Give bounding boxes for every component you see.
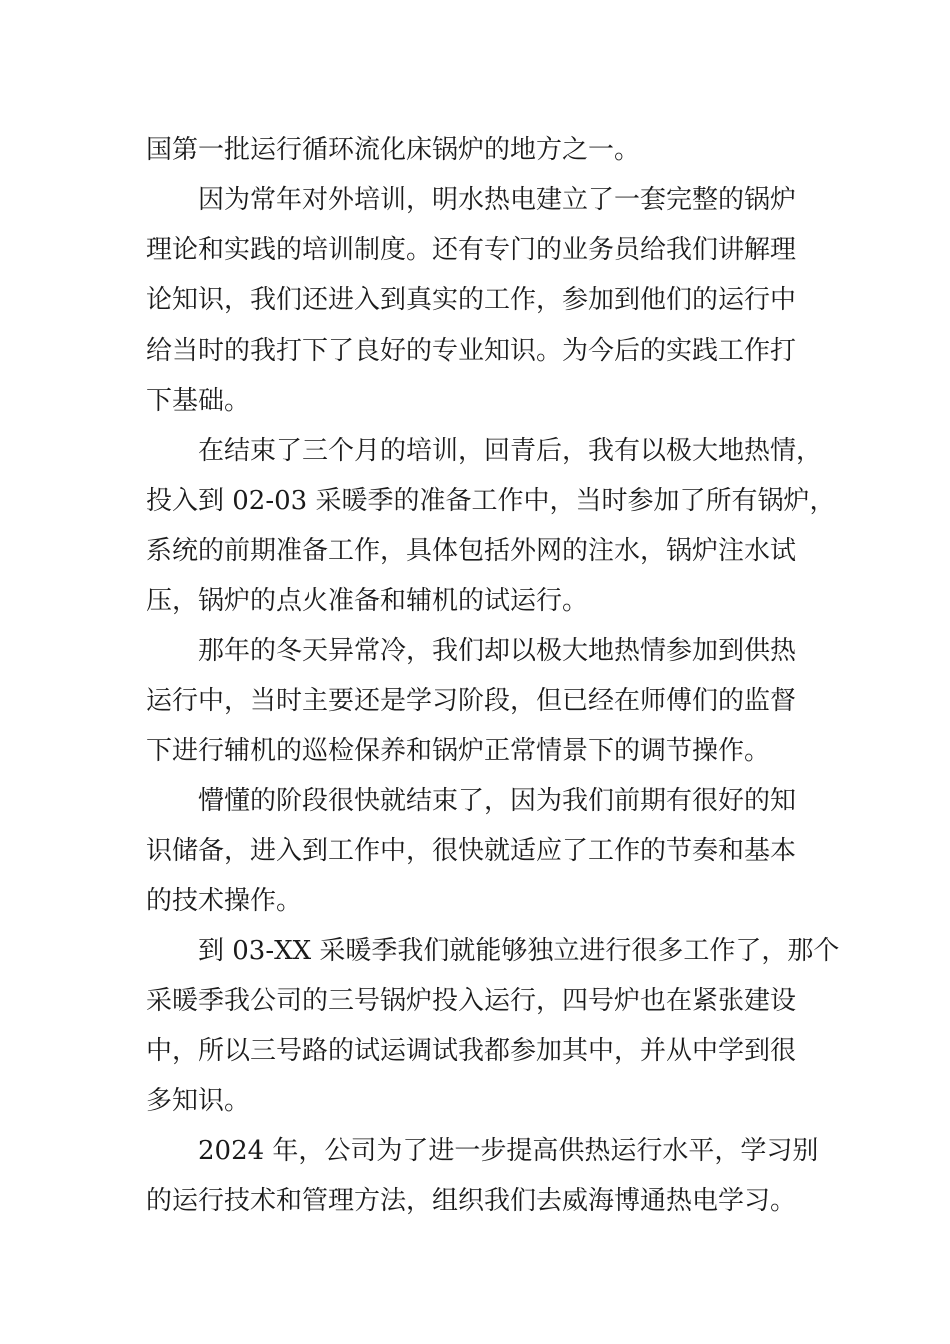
text-line: 识储备，进入到工作中，很快就适应了工作的节奏和基本 — [146, 836, 797, 866]
text-line: 压，锅炉的点火准备和辅机的试运行。 — [146, 586, 589, 616]
text-line: 系统的前期准备工作，具体包括外网的注水，锅炉注水试 — [146, 536, 797, 566]
text-line: 下基础。 — [146, 386, 251, 416]
text-line: 运行中，当时主要还是学习阶段，但已经在师傅们的监督 — [146, 686, 797, 716]
paragraph-first-line: 在结束了三个月的培训，回青后，我有以极大地热情， — [198, 436, 823, 466]
text-line: 论知识，我们还进入到真实的工作，参加到他们的运行中 — [146, 285, 797, 315]
paragraph-first-line: 到 03-XX 采暖季我们就能够独立进行很多工作了，那个 — [198, 936, 840, 966]
text-line: 采暖季我公司的三号锅炉投入运行，四号炉也在紧张建设 — [146, 986, 797, 1016]
text-line: 多知识。 — [146, 1086, 251, 1116]
text-line: 中，所以三号路的试运调试我都参加其中，并从中学到很 — [146, 1036, 797, 1066]
text-line: 投入到 02-03 采暖季的准备工作中，当时参加了所有锅炉， — [146, 486, 836, 516]
text-line: 给当时的我打下了良好的专业知识。为今后的实践工作打 — [146, 336, 797, 366]
paragraph-first-line: 2024 年，公司为了进一步提高供热运行水平，学习别 — [198, 1136, 819, 1166]
text-line: 的技术操作。 — [146, 886, 303, 916]
paragraph-first-line: 那年的冬天异常冷，我们却以极大地热情参加到供热 — [198, 636, 797, 666]
text-line: 下进行辅机的巡检保养和锅炉正常情景下的调节操作。 — [146, 736, 771, 766]
text-line: 理论和实践的培训制度。还有专门的业务员给我们讲解理 — [146, 235, 797, 265]
paragraph-first-line: 因为常年对外培训，明水热电建立了一套完整的锅炉 — [198, 185, 797, 215]
paragraph-first-line: 懵懂的阶段很快就结束了，因为我们前期有很好的知 — [198, 786, 797, 816]
text-line: 的运行技术和管理方法，组织我们去威海博通热电学习。 — [146, 1186, 797, 1216]
text-line: 国第一批运行循环流化床锅炉的地方之一。 — [146, 135, 641, 165]
